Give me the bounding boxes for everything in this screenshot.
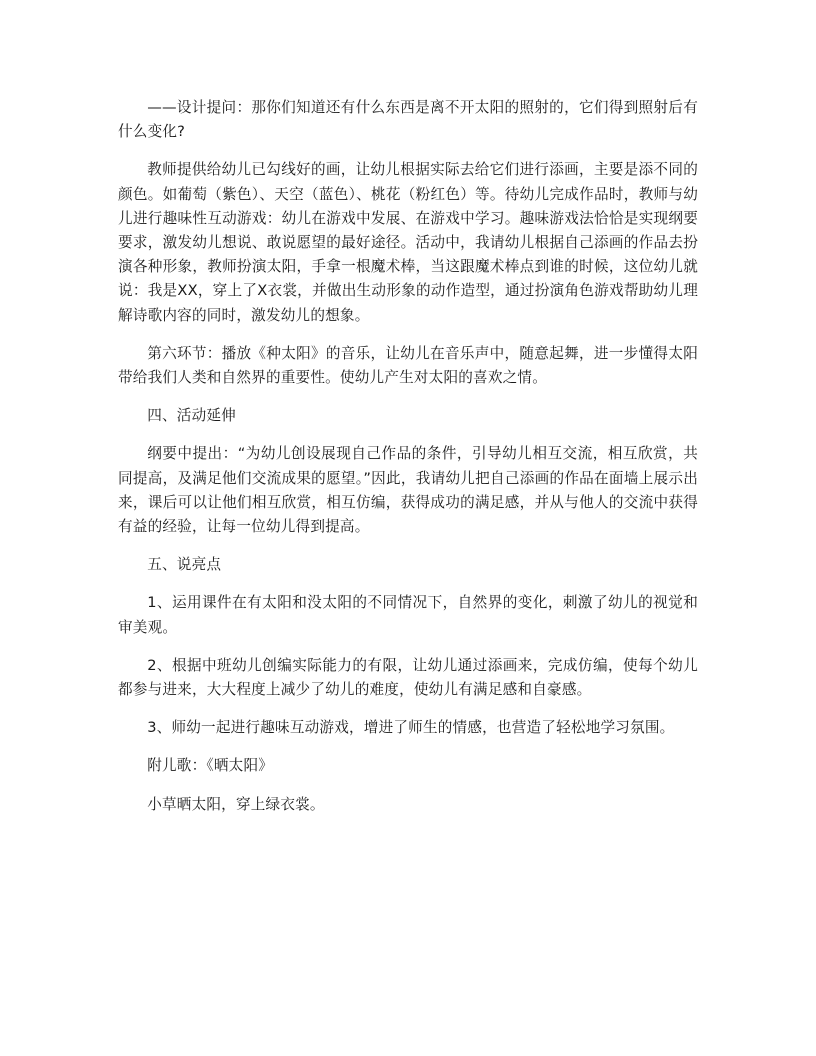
highlight-item-2: 2、根据中班幼儿创编实际能力的有限，让幼儿通过添画来，完成仿编，使每个幼儿都参与进来，大大程度上减少了幼儿的难度，使幼儿有满足感和自豪感。 xyxy=(118,656,698,699)
heading-activity-extension: 四、活动延伸 xyxy=(147,407,236,425)
heading-highlights: 五、说亮点 xyxy=(147,556,222,574)
highlight-item-3: 3、师幼一起进行趣味互动游戏，增进了师生的情感，也营造了轻松地学习氛围。 xyxy=(147,719,675,737)
song-line-1: 小草晒太阳，穿上绿衣裳。 xyxy=(147,795,325,813)
heading-attached-song: 附儿歌：《晒太阳》 xyxy=(147,757,274,775)
highlight-item-1: 1、运用课件在有太阳和没太阳的不同情况下，自然界的变化，刺激了幼儿的视觉和审美观。 xyxy=(118,594,698,636)
paragraph-teacher-drawing-activity: 教师提供给幼儿已勾线好的画，让幼儿根据实际去给它们进行添画，主要是添不同的颜色。如葡萄（紫色）、天空（蓝色）、桃花（粉红色）等。待幼儿完成作品时，教师与幼儿进行趣味性互动游戏：幼儿在游戏中发展、在游戏中学习。趣味游戏法恰恰是实现纲要要求，激发幼儿想说、敢说愿望的最好途径。活动中，我请幼儿根据自己添画的作品去扮演各种形象，教师扮演太阳，手拿一根魔术棒，当这跟魔术棒点到谁的时候，这位幼儿就说：我是XX，穿上了X衣裳，并做出生动形象的动作造型，通过扮演角色游戏帮助幼儿理解诗歌内容的同时，激发幼儿的想象。 xyxy=(118,161,698,324)
document-body xyxy=(118,96,698,831)
paragraph-sixth-step: 第六环节：播放《种太阳》的音乐，让幼儿在音乐声中，随意起舞，进一步懂得太阳带给我们人类和自然界的重要性。使幼儿产生对太阳的喜欢之情。 xyxy=(118,344,698,387)
paragraph-outline-quote: 纲要中提出：“为幼儿创设展现自己作品的条件，引导幼儿相互交流，相互欣赏，共同提高，及满足他们交流成果的愿望。”因此，我请幼儿把自己添画的作品在面墙上展示出来，课后可以让他们相互欣赏，相互仿编，获得成功的满足感，并从与他人的交流中获得有益的经验，让每一位幼儿得到提高。 xyxy=(118,445,698,536)
paragraph-design-question: ——设计提问：那你们知道还有什么东西是离不开太阳的照射的，它们得到照射后有什么变化? xyxy=(118,99,698,141)
